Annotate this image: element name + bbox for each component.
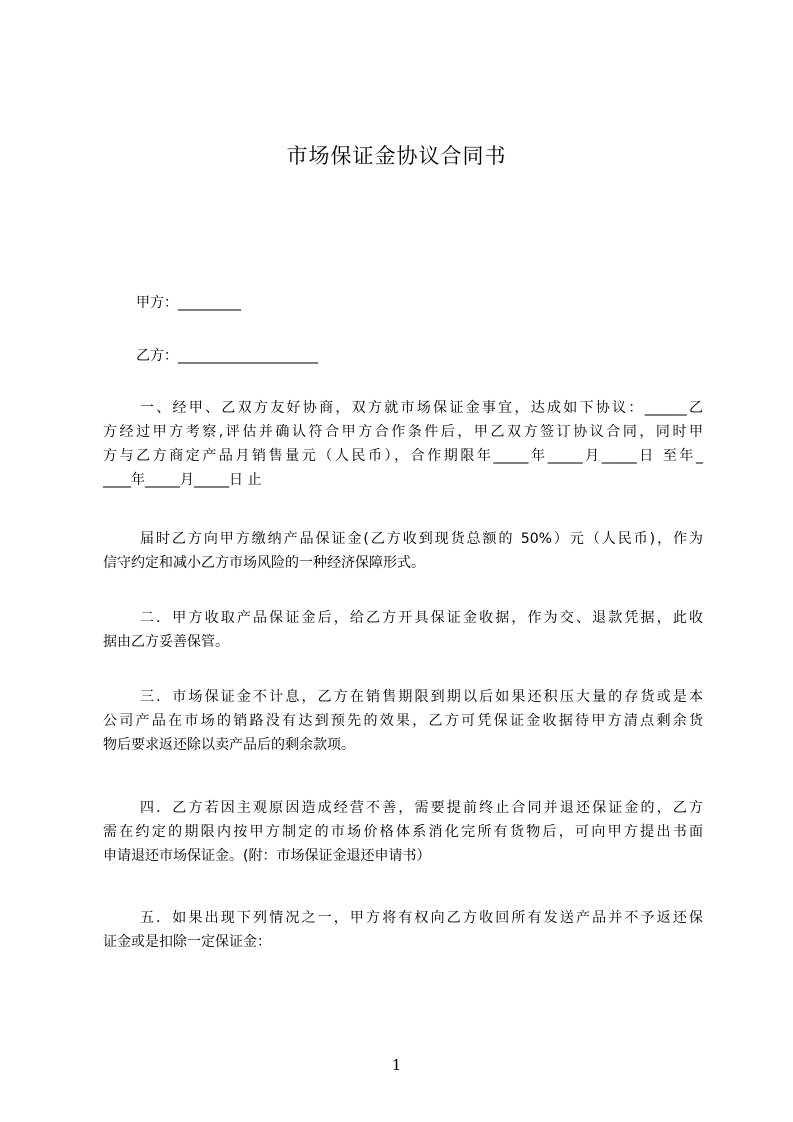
clause-3-line-2: 公司产品在市场的销路没有达到预先的效果，乙方可凭保证金收据待甲方清点剩余货 <box>103 713 703 729</box>
clause-3 <box>103 685 703 757</box>
clause-4 <box>103 796 703 868</box>
clause-4-line-3: 申请退还市场保证金。(附：市场保证金退还申请书） <box>103 848 431 864</box>
clause-1-line-2: 方经过甲方考察,评估并确认符合甲方合作条件后，甲乙双方签订协议合同，同时甲 <box>103 424 703 440</box>
clause-1 <box>103 396 703 492</box>
party-b-line: 乙方：____________________ <box>136 348 318 364</box>
clause-5-line-2: 证金或是扣除一定保证金： <box>103 934 271 950</box>
clause-3-line-3: 物后要求返还除以卖产品后的剩余款项。 <box>103 737 355 753</box>
clause-3-line-1: 三．市场保证金不计息，乙方在销售期限到期以后如果还积压大量的存货或是本 <box>140 689 703 705</box>
clause-1-line-1: 一、经甲、乙双方友好协商，双方就市场保证金事宜，达成如下协议：______乙 <box>140 400 703 416</box>
document-title: 市场保证金协议合同书 <box>286 144 507 168</box>
clause-4-line-1: 四．乙方若因主观原因造成经营不善，需要提前终止合同并退还保证金的，乙方 <box>140 800 703 816</box>
clause-1-line-3: 方与乙方商定产品月销售量元（人民币），合作期限年_____年_____月_____日 至年_ <box>103 448 703 464</box>
party-a-line: 甲方：_________ <box>136 295 241 311</box>
clause-1b-line-2: 信守约定和减小乙方市场风险的一种经济保障形式。 <box>103 555 425 571</box>
clause-1-continued <box>103 527 703 575</box>
clause-2-line-2: 据由乙方妥善保管。 <box>103 634 229 650</box>
clause-1b-line-1: 届时乙方向甲方缴纳产品保证金(乙方收到现货总额的 50%）元（人民币)，作为 <box>140 531 703 547</box>
clause-2-line-1: 二．甲方收取产品保证金后，给乙方开具保证金收据，作为交、退款凭据，此收 <box>140 610 703 626</box>
clause-5-line-1: 五．如果出现下列情况之一，甲方将有权向乙方收回所有发送产品并不予返还保 <box>140 910 703 926</box>
clause-1-line-4: ____年_____月_____日 止 <box>103 472 262 488</box>
clause-5 <box>103 906 703 954</box>
page-number: 1 <box>391 1056 402 1074</box>
clause-2 <box>103 606 703 654</box>
clause-4-line-2: 需在约定的期限内按甲方制定的市场价格体系消化完所有货物后，可向甲方提出书面 <box>103 824 703 840</box>
